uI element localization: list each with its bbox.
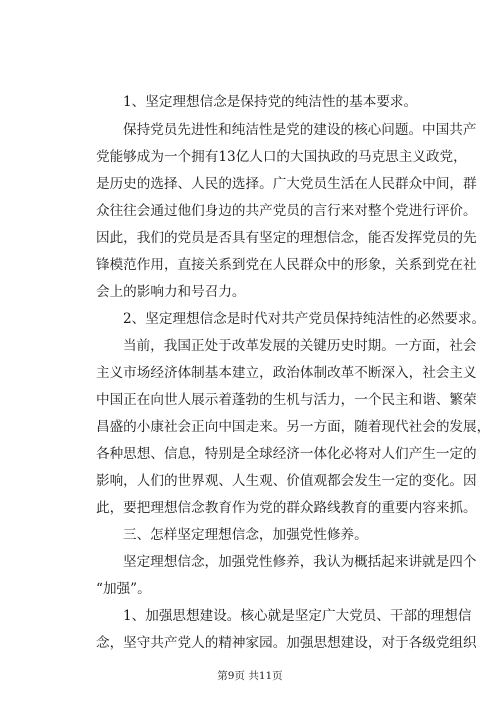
paragraph-line-1: 保持党员先进性和纯洁性是党的建设的核心问题。中国共产 [123, 122, 477, 138]
paragraph-line-2: 党能够成为一个拥有13亿人口的大国执政的马克思主义政党， [96, 149, 467, 165]
paragraph-line-12: 各种思想、信息，特别是全球经济一体化必将对人们产生一定的 [96, 446, 477, 462]
paragraph-line-14: 此，要把理想信念教育作为党的群众路线教育的重要内容来抓。 [96, 500, 477, 516]
paragraph-line-17: 念，坚守共产党人的精神家园。加强思想建设，对于各级党组织 [96, 635, 477, 651]
paragraph-line-15: 坚定理想信念，加强党性修养，我认为概括起来讲就是四个 [123, 554, 477, 570]
paragraph-line-13: 影响，人们的世界观、人生观、价值观都会发生一定的变化。因 [96, 473, 477, 489]
section-heading-3: 三、怎样坚定理想信念，加强党性修养。 [123, 527, 368, 543]
paragraph-line-6: 锋模范作用，直接关系到党在人民群众中的形象，关系到党在社 [96, 257, 477, 273]
paragraph-heading-2: 2、坚定理想信念是时代对共产党员保持纯洁性的必然要求。 [123, 311, 486, 327]
paragraph-line-5: 因此，我们的党员是否具有坚定的理想信念，能否发挥党员的先 [96, 230, 477, 246]
paragraph-line-10: 中国正在向世人展示着蓬勃的生机与活力，一个民主和谐、繁荣 [96, 392, 477, 408]
page-number-footer: 第9页 共11页 [217, 670, 283, 682]
paragraph-heading-4: 1、加强思想建设。核心就是坚定广大党员、干部的理想信 [123, 608, 472, 624]
paragraph-heading-1: 1、坚定理想信念是保持党的纯洁性的基本要求。 [123, 94, 418, 110]
paragraph-line-9: 主义市场经济体制基本建立，政治体制改革不断深入，社会主义 [96, 365, 477, 381]
paragraph-line-3: 是历史的选择、人民的选择。广大党员生活在人民群众中间，群 [96, 176, 477, 192]
paragraph-line-11: 昌盛的小康社会正向中国走来。另一方面，随着现代社会的发展， [96, 419, 491, 435]
paragraph-line-8: 当前，我国正处于改革发展的关键历史时期。一方面，社会 [123, 338, 477, 354]
paragraph-line-4: 众往往会通过他们身边的共产党员的言行来对整个党进行评价。 [96, 203, 477, 219]
paragraph-line-16: “加强”。 [96, 581, 151, 597]
paragraph-line-7: 会上的影响力和号召力。 [96, 284, 246, 300]
